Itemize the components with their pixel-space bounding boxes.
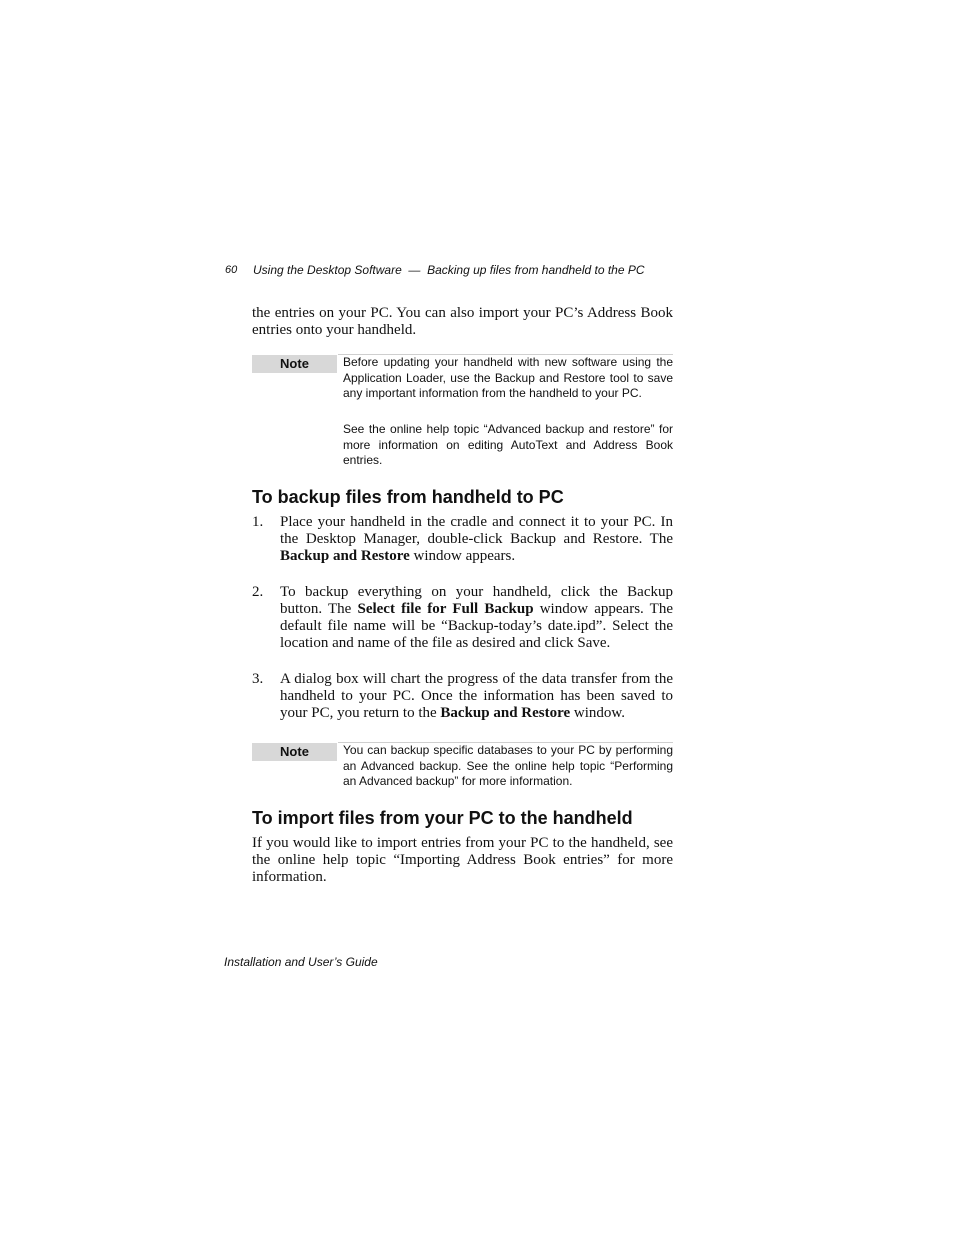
step-number: 1. (252, 514, 264, 530)
note-label: Note (252, 355, 337, 373)
note-box (252, 354, 673, 470)
note-label: Note (252, 743, 337, 761)
step-text: Place your handheld in the cradle and connect it to your PC. In the Desktop Manager, double-click Backup and Restore. The Backup and Restore window appears. (280, 514, 673, 564)
running-head: Using the Desktop Software — Backing up files from handheld to the PC (253, 263, 645, 277)
section-paragraph: If you would like to import entries from your PC to the handheld, see the online help topic “Importing Address Book entries” for more information. (252, 835, 673, 885)
step-number: 3. (252, 671, 264, 687)
step-text: A dialog box will chart the progress of the data transfer from the handheld to your PC. Once the information has been saved to your PC, you return to the Backup and Restore window. (280, 671, 673, 721)
section-heading: To backup files from handheld to PC (252, 487, 564, 507)
intro-paragraph: the entries on your PC. You can also import your PC’s Address Book entries onto your handheld. (252, 305, 673, 338)
page-number: 60 (225, 264, 238, 276)
ui-term: Backup and Restore (280, 548, 410, 564)
note-box (252, 742, 673, 792)
page-footer: Installation and User’s Guide (224, 955, 378, 969)
ui-term: Select file for Full Backup (357, 601, 534, 617)
ui-term: Backup and Restore (440, 705, 571, 721)
section-heading: To import files from your PC to the handheld (252, 808, 633, 828)
note-text: Before updating your handheld with new software using the Application Loader, use the Backup and Restore tool to save any important information from the handheld to your PC. (343, 355, 673, 401)
step-text: To backup everything on your handheld, click the Backup button. The Select file for Full Backup window appears. The default file name will be “Backup-today’s date.ipd”. Select the location and name of the file as desired and click Save. (280, 584, 673, 651)
note-text: See the online help topic “Advanced backup and restore” for more information on editing AutoText and Address Book entries. (343, 422, 673, 468)
step-number: 2. (252, 584, 264, 600)
note-text: You can backup specific databases to your PC by performing an Advanced backup. See the online help topic “Performing an Advanced backup” for more information. (343, 743, 673, 789)
